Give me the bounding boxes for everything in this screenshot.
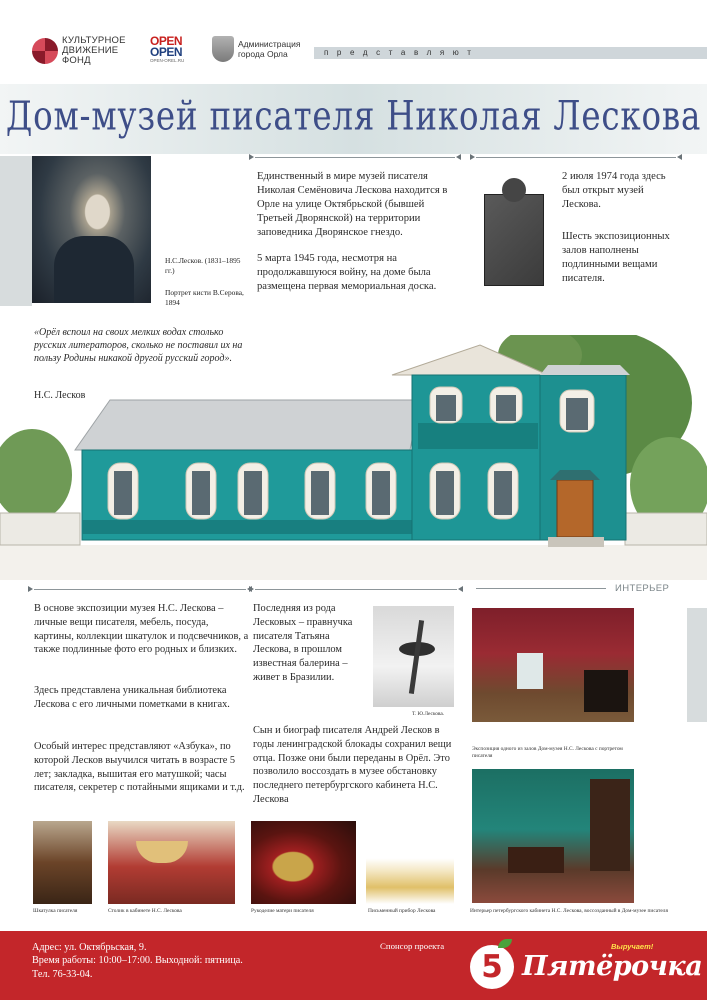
museum-location-text: Единственный в мире музей писателя Николая Семёновича Лескова находится в Орле на улице Октябрьской (бывшей Третьей Дворянской) на территории заповедника Дворянское гнездо.: [257, 171, 448, 238]
plaque-bust: [502, 178, 526, 202]
plaque-stone: [484, 194, 544, 286]
quote-author: Н.С. Лесков: [34, 390, 86, 401]
tree-left: [0, 429, 72, 521]
address-line: Адрес: ул. Октябрьская, 9.: [32, 942, 147, 953]
interior-label: ИНТЕРЬЕР: [615, 583, 670, 594]
kultura-logo-text: КУЛЬТУРНОЕ ДВИЖЕНИЕ ФОНД: [62, 35, 126, 66]
open-orel-url: OPEN-OREL.RU: [150, 58, 185, 63]
brand-five-icon: 5: [481, 949, 503, 985]
handwork-photo: [251, 821, 356, 904]
side-roof: [540, 365, 630, 375]
phone-line: Тел. 76-33-04.: [32, 968, 93, 980]
box-caption: Шкатулка писателя: [33, 908, 78, 914]
ballerina-caption: Т. Ю.Лескова.: [412, 711, 445, 717]
son-biographer-text: Сын и биограф писателя Андрей Лесков в годы ленинградской блокады сохранил вещи отца. Позже они были переданы в Орёл. Это позволило воссоздать в музее обстановку последнего петербургского кабинета Н.С. Лескова: [253, 725, 452, 805]
box-photo: [33, 821, 92, 904]
portrait-caption-author: Портрет кисти В.Серова, 1894: [165, 288, 244, 307]
administration-logo: [212, 36, 318, 62]
divider-bottom-middle: [255, 589, 457, 590]
entrance-door: [557, 480, 593, 537]
kultura-logo-icon: [32, 38, 58, 64]
administration-text: Администрация города Орла: [238, 39, 301, 59]
writing-set-photo: [366, 821, 454, 904]
interior-hall-photo: [472, 608, 634, 722]
footer: [0, 931, 707, 1000]
memorial-plaque-text: 5 марта 1945 года, несмотря на продолжавшуюся войну, на доме была размещена первая мемориальная доска.: [257, 253, 437, 292]
divider-bottom-left: [34, 589, 246, 590]
balcony: [418, 423, 538, 449]
sponsor-label: Спонсор проекта: [380, 941, 445, 951]
divider-top-right: [476, 157, 676, 158]
ballerina-photo: [373, 606, 454, 707]
open-orel-line1: OPEN: [150, 34, 183, 48]
exhibition-halls-text: Шесть экспозиционных залов наполнены подлинными вещами писателя.: [562, 231, 670, 284]
brand-tagline: Выручает!: [611, 942, 654, 951]
handwork-caption: Рукоделие матери писателя: [251, 908, 314, 914]
interior-line: [476, 588, 606, 589]
main-wall-base: [82, 520, 442, 534]
study-interior-photo: [472, 769, 634, 903]
writing-set-caption: Письменный прибор Лескова: [368, 908, 436, 914]
library-text: Здесь представлена уникальная библиотека Лескова с его личными пометками в книгах.: [34, 685, 230, 710]
table-caption: Столик в кабинете Н.С. Лескова: [108, 908, 182, 914]
table-photo: [108, 821, 235, 904]
museum-house-illustration: [0, 335, 707, 580]
fence-left: [0, 513, 80, 545]
interior-hall-caption: Экспозиция одного из залов Дом-музея Н.С. Лескова с портретом писателя: [472, 746, 623, 759]
main-roof: [75, 400, 420, 450]
museum-opening-text: 2 июля 1974 года здесь был открыт музей Лескова.: [562, 171, 666, 210]
hours-line: Время работы: 10:00–17:00. Выходной: пятница.: [32, 955, 243, 967]
steps: [548, 537, 604, 547]
side-strip: [0, 156, 32, 306]
contact-info: [32, 941, 243, 981]
exposition-text: В основе экспозиции музея Н.С. Лескова – личные вещи писателя, мебель, посуда, картины, коллекции шкатулок и подсвечников, а также подлинные фото его родных и близких.: [34, 603, 249, 656]
leskov-quote: «Орёл вспоил на своих мелких водах столько русских литераторов, сколько не поставил их на пользу Родины никакой другой русский город».: [34, 327, 243, 364]
brand-name: Пятёрочка: [522, 951, 703, 982]
kultura-logo: [32, 36, 132, 66]
special-items-text: Особый интерес представляют «Азбука», по которой Лесков выучился читать в возрасте 5 лет; закладка, вышитая его матушкой; часы писателя, секретер с потайными ящиками и т.д.: [34, 741, 245, 794]
presents-bar: представляют: [314, 47, 707, 59]
leskov-portrait: [32, 156, 151, 303]
study-interior-caption: Интерьер петербургского кабинета Н.С. Лескова, воссозданный в Дом-музее писателя: [470, 908, 668, 914]
open-orel-logo: [150, 36, 184, 63]
page-title: Дом-музей писателя Николая Лескова: [5, 92, 702, 140]
descendant-text: Последняя из рода Лесковых – правнучка писателя Татьяна Лескова, в прошлом известная балерина – живет в Бразилии.: [253, 603, 353, 683]
house-svg: [0, 335, 707, 580]
coat-of-arms-icon: [212, 36, 234, 62]
divider-top-middle: [255, 157, 455, 158]
open-orel-line2: OPEN: [150, 45, 183, 59]
portrait-caption-name: Н.С.Лесков. (1831–1895 гг.): [165, 256, 241, 275]
ground: [0, 545, 707, 580]
fence-right: [625, 513, 707, 545]
memorial-plaque-photo: [476, 178, 552, 288]
side-strip-right: [687, 608, 707, 722]
pyaterochka-logo: [470, 942, 703, 989]
